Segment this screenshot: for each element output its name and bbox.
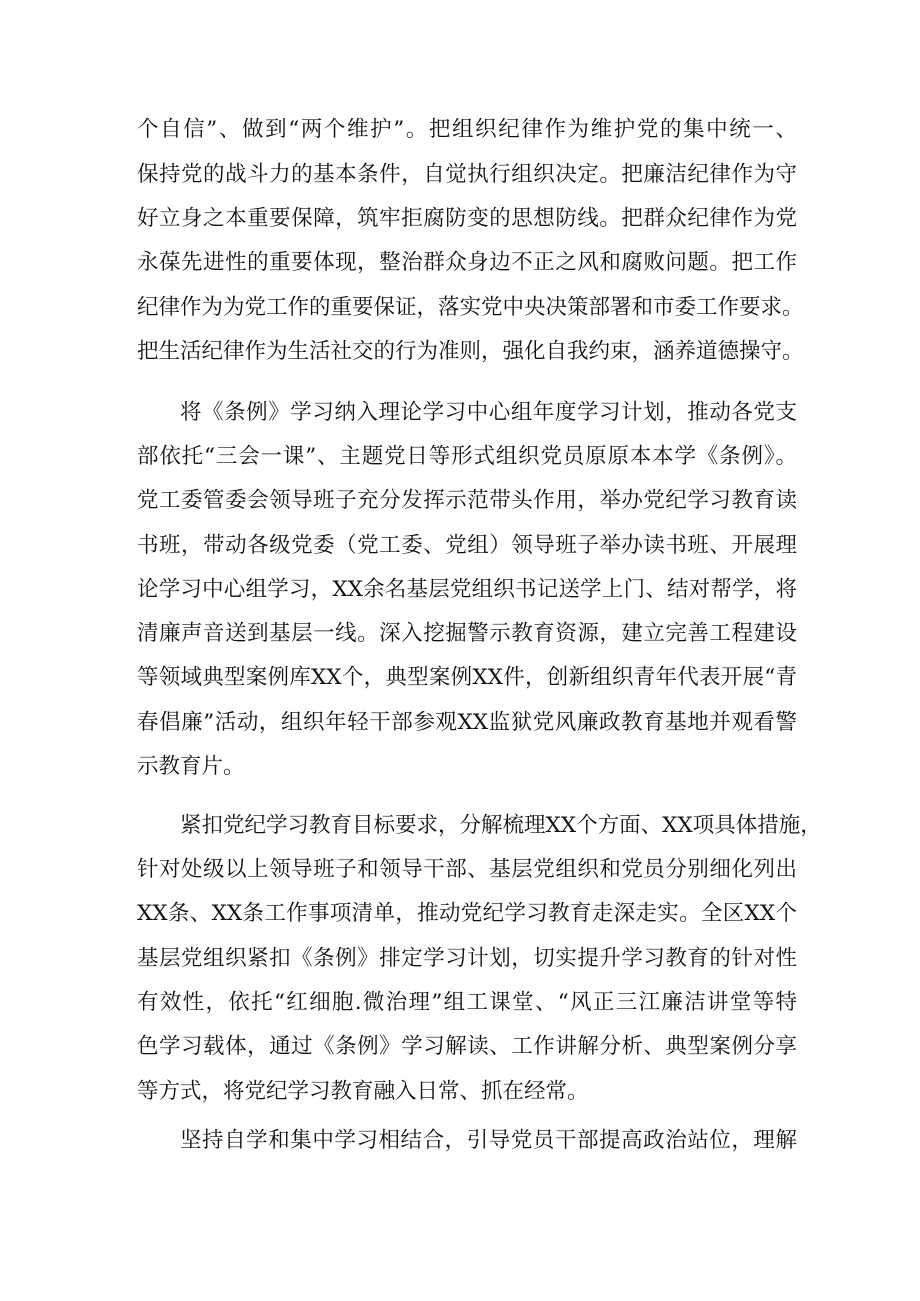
text-line: 示教育片。 [137,754,245,779]
text-line: 紧扣党纪学习教育目标要求，分解梳理XX个方面、XX项具体措施， [180,813,822,838]
text-line: 永葆先进性的重要体现，整治群众身边不正之风和腐败问题。把工作 [137,250,797,275]
text-line: 书班，带动各级党委（党工委、党组）领导班子举办读书班、开展理 [137,533,797,558]
text-line: 清廉声音送到基层一线。深入挖掘警示教育资源，建立完善工程建设 [137,621,797,646]
text-line: XX条、XX条工作事项清单，推动党纪学习教育走深走实。全区XX个 [137,901,797,926]
text-line: 好立身之本重要保障，筑牢拒腐防变的思想防线。把群众纪律作为党 [137,206,797,231]
text-line: 党工委管委会领导班子充分发挥示范带头作用，举办党纪学习教育读 [137,488,797,513]
text-line: 把生活纪律作为生活社交的行为准则，强化自我约束，涵养道德操守。 [137,339,804,364]
text-line: 针对处级以上领导班子和领导干部、基层党组织和党员分别细化列出 [137,857,797,882]
text-line: 春倡廉”活动，组织年轻干部参观XX监狱党风廉政教育基地并观看警 [137,710,797,735]
text-line: 纪律作为为党工作的重要保证，落实党中央决策部署和市委工作要求。 [137,295,804,320]
text-line: 等领域典型案例库XX个，典型案例XX件，创新组织青年代表开展“青 [137,665,797,690]
text-line: 部依托“三会一课”、主题党日等形式组织党员原原本本学《条例》。 [137,444,797,469]
text-line: 论学习中心组学习，XX余名基层党组织书记送学上门、结对帮学，将 [137,577,797,602]
text-line: 坚持自学和集中学习相结合，引导党员干部提高政治站位，理解 [180,1128,797,1153]
text-line: 色学习载体，通过《条例》学习解读、工作讲解分析、典型案例分享 [137,1034,797,1059]
text-line: 将《条例》学习纳入理论学习中心组年度学习计划，推动各党支 [180,400,797,425]
text-line: 基层党组织紧扣《条例》排定学习计划，切实提升学习教育的针对性 [137,946,797,971]
text-line: 保持党的战斗力的基本条件，自觉执行组织决定。把廉洁纪律作为守 [137,162,797,187]
text-line: 等方式，将党纪学习教育融入日常、抓在经常。 [137,1079,589,1104]
text-line: 有效性，依托“红细胞.微治理”组工课堂、“风正三江廉洁讲堂等特 [137,990,797,1015]
text-line: 个自信”、做到“两个维护”。把组织纪律作为维护党的集中统一、 [137,117,797,142]
